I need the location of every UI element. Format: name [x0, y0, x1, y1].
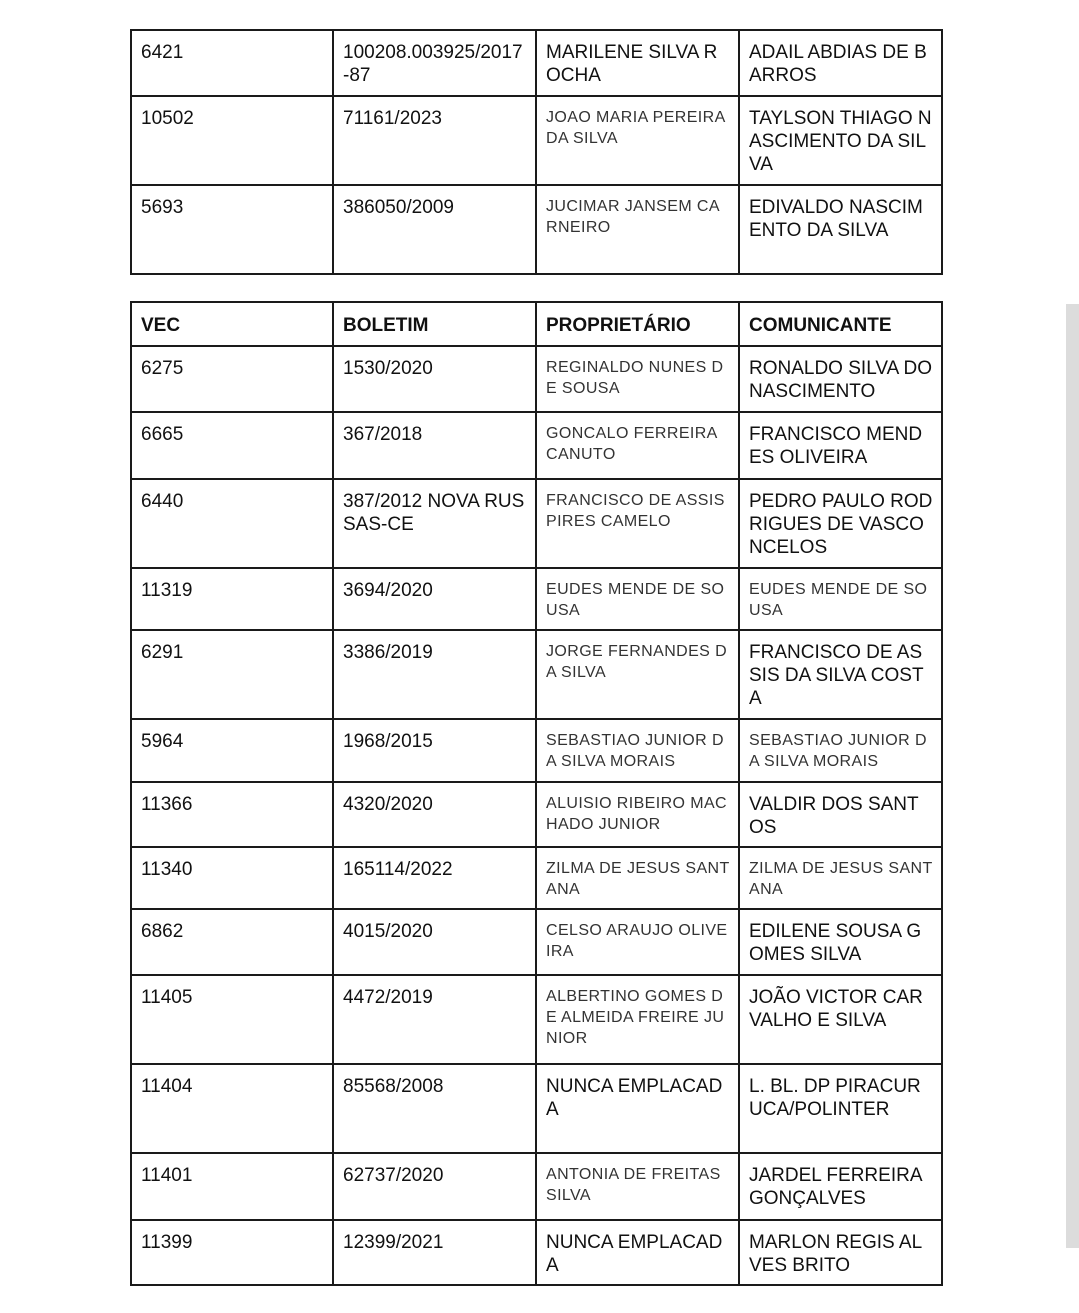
boletim-cell: 165114/2022 — [333, 847, 536, 909]
boletim-cell: 4015/2020 — [333, 909, 536, 975]
comunicante-cell: SEBASTIAO JUNIOR DA SILVA MORAIS — [739, 719, 942, 782]
boletim-cell: 4472/2019 — [333, 975, 536, 1064]
boletim-cell: 1968/2015 — [333, 719, 536, 782]
proprietario-cell: FRANCISCO DE ASSIS PIRES CAMELO — [536, 479, 739, 568]
table-row — [131, 185, 942, 274]
comunicante-cell: FRANCISCO DE ASSIS DA SILVA COSTA — [739, 630, 942, 719]
header-comunicante: COMUNICANTE — [739, 302, 942, 346]
proprietario-cell: NUNCA EMPLACADA — [536, 1220, 739, 1285]
comunicante-cell: JOÃO VICTOR CARVALHO E SILVA — [739, 975, 942, 1064]
proprietario-cell: NUNCA EMPLACADA — [536, 1064, 739, 1153]
proprietario-cell: MARILENE SILVA ROCHA — [536, 30, 739, 96]
vec-cell: 11340 — [131, 847, 333, 909]
table-row — [131, 479, 942, 568]
comunicante-cell: VALDIR DOS SANTOS — [739, 782, 942, 847]
proprietario-cell: JORGE FERNANDES DA SILVA — [536, 630, 739, 719]
proprietario-cell: CELSO ARAUJO OLIVEIRA — [536, 909, 739, 975]
boletim-cell: 85568/2008 — [333, 1064, 536, 1153]
records-table — [130, 301, 943, 1286]
comunicante-cell: ZILMA DE JESUS SANTANA — [739, 847, 942, 909]
proprietario-cell: ALUISIO RIBEIRO MACHADO JUNIOR — [536, 782, 739, 847]
vec-cell: 6862 — [131, 909, 333, 975]
boletim-cell: 100208.003925/2017-87 — [333, 30, 536, 96]
vec-cell: 6421 — [131, 30, 333, 96]
table-row — [131, 782, 942, 847]
comunicante-cell: TAYLSON THIAGO NASCIMENTO DA SILVA — [739, 96, 942, 185]
comunicante-cell: ADAIL ABDIAS DE BARROS — [739, 30, 942, 96]
vec-cell: 10502 — [131, 96, 333, 185]
proprietario-cell: JOAO MARIA PEREIRA DA SILVA — [536, 96, 739, 185]
vec-cell: 11399 — [131, 1220, 333, 1285]
proprietario-cell: ZILMA DE JESUS SANTANA — [536, 847, 739, 909]
comunicante-cell: L. BL. DP PIRACURUCA/POLINTER — [739, 1064, 942, 1153]
table-row — [131, 412, 942, 479]
vec-cell: 11405 — [131, 975, 333, 1064]
comunicante-cell: EDIVALDO NASCIMENTO DA SILVA — [739, 185, 942, 274]
proprietario-cell: JUCIMAR JANSEM CARNEIRO — [536, 185, 739, 274]
boletim-cell: 386050/2009 — [333, 185, 536, 274]
header-proprietario: PROPRIETÁRIO — [536, 302, 739, 346]
comunicante-cell: MARLON REGIS ALVES BRITO — [739, 1220, 942, 1285]
boletim-cell: 387/2012 NOVA RUSSAS-CE — [333, 479, 536, 568]
vec-cell: 6665 — [131, 412, 333, 479]
boletim-cell: 62737/2020 — [333, 1153, 536, 1220]
table-row — [131, 1220, 942, 1285]
proprietario-cell: ANTONIA DE FREITAS SILVA — [536, 1153, 739, 1220]
vec-cell: 6291 — [131, 630, 333, 719]
table-row — [131, 568, 942, 630]
comunicante-cell: JARDEL FERREIRA GONÇALVES — [739, 1153, 942, 1220]
table-header-row — [131, 302, 942, 346]
table-row — [131, 1153, 942, 1220]
table-row — [131, 719, 942, 782]
boletim-cell: 1530/2020 — [333, 346, 536, 412]
boletim-cell: 4320/2020 — [333, 782, 536, 847]
vec-cell: 6275 — [131, 346, 333, 412]
header-vec: VEC — [131, 302, 333, 346]
vec-cell: 11401 — [131, 1153, 333, 1220]
comunicante-cell: EUDES MENDE DE SOUSA — [739, 568, 942, 630]
vertical-scrollbar[interactable] — [1066, 304, 1079, 1248]
vec-cell: 5693 — [131, 185, 333, 274]
vec-cell: 11319 — [131, 568, 333, 630]
header-boletim: BOLETIM — [333, 302, 536, 346]
boletim-cell: 3694/2020 — [333, 568, 536, 630]
vec-cell: 6440 — [131, 479, 333, 568]
table-row — [131, 847, 942, 909]
records-table-continued — [130, 29, 943, 275]
comunicante-cell: RONALDO SILVA DO NASCIMENTO — [739, 346, 942, 412]
comunicante-cell: EDILENE SOUSA GOMES SILVA — [739, 909, 942, 975]
boletim-cell: 71161/2023 — [333, 96, 536, 185]
boletim-cell: 12399/2021 — [333, 1220, 536, 1285]
proprietario-cell: SEBASTIAO JUNIOR DA SILVA MORAIS — [536, 719, 739, 782]
boletim-cell: 3386/2019 — [333, 630, 536, 719]
vec-cell: 11366 — [131, 782, 333, 847]
table-row — [131, 30, 942, 96]
table-row — [131, 346, 942, 412]
proprietario-cell: EUDES MENDE DE SOUSA — [536, 568, 739, 630]
table-row — [131, 975, 942, 1064]
table-row — [131, 96, 942, 185]
table-row — [131, 630, 942, 719]
proprietario-cell: ALBERTINO GOMES DE ALMEIDA FREIRE JUNIOR — [536, 975, 739, 1064]
vec-cell: 11404 — [131, 1064, 333, 1153]
boletim-cell: 367/2018 — [333, 412, 536, 479]
proprietario-cell: REGINALDO NUNES DE SOUSA — [536, 346, 739, 412]
comunicante-cell: PEDRO PAULO RODRIGUES DE VASCONCELOS — [739, 479, 942, 568]
table-row — [131, 1064, 942, 1153]
vec-cell: 5964 — [131, 719, 333, 782]
table-row — [131, 909, 942, 975]
proprietario-cell: GONCALO FERREIRA CANUTO — [536, 412, 739, 479]
comunicante-cell: FRANCISCO MENDES OLIVEIRA — [739, 412, 942, 479]
